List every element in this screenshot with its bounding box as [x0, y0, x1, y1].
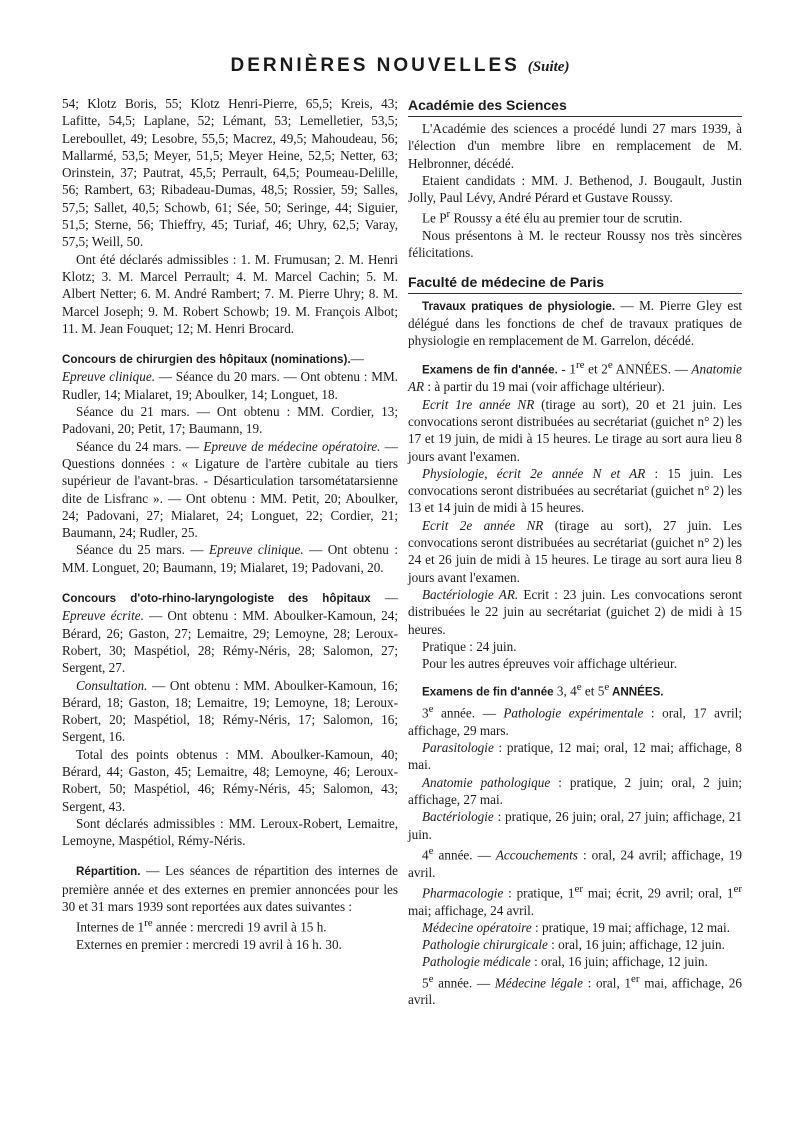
repartition-paragraph: Répartition. — Les séances de répartition des internes de première année et des externes en premier annoncées pour les 30 et 31 mars 1939 sont reportées aux dates suivantes :	[62, 863, 398, 915]
pathologie-chirurgicale-paragraph: Pathologie chirurgicale : oral, 16 juin; affichage, 12 juin.	[422, 937, 725, 953]
pratique-paragraph: Pratique : 24 juin.	[422, 638, 517, 654]
anatomie-pathologique-paragraph: Anatomie pathologique : pratique, 2 juin; oral, 2 juin; affichage, 27 mai.	[408, 774, 743, 807]
ecrit-2e-annee-paragraph: Ecrit 2e année NR (tirage au sort), 27 juin. Les convocations seront distribuées au secrétariat (guichet n° 2) les 24 et 26 juin de midi à 15 heures. Le tirage au sort aura lieu 8 jours avant l'examen.	[408, 517, 742, 585]
3e-annee-paragraph: 3e année. — Pathologie expérimentale : oral, 17 avril; affichage, 29 mars.	[408, 703, 742, 738]
repartition-internes: Internes de 1re année : mercredi 19 avril à 15 h.	[76, 917, 327, 935]
chirurgien-paragraph-3: Séance du 24 mars. — Epreuve de médecine opératoire. — Questions données : « Ligature de l'artère cubitale au tiers supérieur de l'avant-bras. - Désarticulation tarsométatarsienne dite de Lisfranc ». — Ont obtenu : MM. Petit, 20; Aboulker, 24; Padovani, 27; Mialaret, 24; Longuet, 22; Cordier, 21; Baumann, 24; Rudler, 25.	[62, 438, 398, 541]
results-list: 54; Klotz Boris, 55; Klotz Henri-Pierre, 65,5; Kreis, 43; Lafitte, 54,5; Laplane, 52; Lémant, 53; Lemelletier, 53,5; Lereboullet, 49; Lesobre, 55,5; Macrez, 49,5; Mahoudeau, 56; Mallarmé, 53,5; Meyer, 51,5; Meyer Heine, 52,5; Netter, 63; Orinstein, 37; Pautrat, 45,5; Perrault, 64,5; Poumeau-Delille, 56; Rambert, 63; Ribadeau-Dumas, 48,5; Rossier, 59; Salles, 57,5; Sallet, 40,5; Schowb, 61; Sée, 50; Seringe, 44; Siguier, 51,5; Sterne, 56; Thieffry, 45; Turiaf, 46; Uhry, 62,5; Varay, 57,5; Weill, 50.	[62, 96, 398, 250]
pathologie-medicale-paragraph: Pathologie médicale : oral, 16 juin; affichage, 12 juin.	[422, 954, 708, 970]
parasitologie-paragraph: Parasitologie : pratique, 12 mai; oral, 12 mai; affichage, 8 mai.	[408, 740, 742, 773]
physiologie-paragraph: Physiologie, écrit 2e année N et AR : 15 juin. Les convocations seront distribuées au secrétariat (guichet n° 2) les 13 et 14 juin de midi à 15 heures.	[408, 465, 742, 516]
page-title-suite: (Suite)	[527, 59, 570, 75]
oto-heading: Concours d'oto-rhino-laryngologiste des hôpitaux	[62, 592, 371, 606]
right-column	[408, 95, 742, 1009]
oto-paragraph-2: Consultation. — Ont obtenu : MM. Aboulker-Kamoun, 16; Bérard, 18; Gaston, 18; Lemaitre, 19; Lemoyne, 18; Leroux-Robert, 20; Maspétiol, 18; Rémy-Néris, 17; Salomon, 16; Sergent, 16.	[62, 677, 398, 745]
4e-annee-paragraph: 4e année. — Accouchements : oral, 24 avril; affichage, 19 avril.	[408, 844, 742, 880]
examens-3-4-5-heading-paragraph: Examens de fin d'année 3, 4e et 5e ANNÉES.	[422, 681, 664, 699]
examens-3-4-5-heading: Examens de fin d'année	[422, 685, 554, 699]
chirurgien-paragraph-2: Séance du 21 mars. — Ont obtenu : MM. Cordier, 13; Padovani, 20; Petit, 17; Baumann, 19.	[62, 404, 398, 437]
repartition-externes: Externes en premier : mercredi 19 avril à 16 h. 30.	[76, 937, 342, 953]
academie-paragraph-4: Nous présentons à M. le recteur Roussy nos très sincères félicitations.	[408, 228, 742, 261]
oto-paragraph-1: Concours d'oto-rhino-laryngologiste des hôpitaux — Epreuve écrite. — Ont obtenu : MM. Aboulker-Kamoun, 24; Bérard, 26; Gaston, 27; Lemaitre, 29; Lemoyne, 28; Leroux-Robert, 30; Maspétiol, 28; Rémy-Néris, 28; Salomon, 27; Sergent, 27.	[62, 590, 399, 676]
page-header	[0, 55, 800, 77]
page-title: DERNIÈRES NOUVELLES	[230, 55, 520, 76]
academie-paragraph-2: Etaient candidats : MM. J. Bethenod, J. Bougault, Justin Jolly, Paul Lévy, André Pérard et Gustave Roussy.	[408, 172, 742, 206]
academie-heading: Académie des Sciences	[408, 95, 742, 117]
repartition-heading: Répartition.	[76, 865, 141, 879]
travaux-pratiques-paragraph: Travaux pratiques de physiologie. — M. Pierre Gley est délégué dans les fonctions de chef de travaux pratiques de physiologie en remplacement de M. Garrelon, décédé.	[408, 297, 743, 349]
ecrit-1re-annee-paragraph: Ecrit 1re année NR (tirage au sort), 20 et 21 juin. Les convocations seront distribuées au secrétariat (guichet n° 2) les 17 et 19 juin, de midi à 15 heures. Le tirage au sort aura lieu 8 jours avant l'examen.	[408, 396, 742, 464]
chirurgien-heading: Concours de chirurgien des hôpitaux (nominations).	[62, 353, 351, 367]
admissibles-paragraph: Ont été déclarés admissibles : 1. M. Frumusan; 2. M. Henri Klotz; 3. M. Marcel Perrault; 4. M. Marcel Cachin; 5. M. Albert Netter; 6. M. André Rambert; 7. M. Pierre Uhry; 8. M. Marcel Joseph; 9. M. Robert Schowb; 19. M. François Albot; 11. M. Jean Fouquet; 12; M. Henri Brocard.	[62, 251, 398, 336]
bacteriologie-ar-paragraph: Bactériologie AR. Ecrit : 23 juin. Les convocations seront distribuées le 22 juin au secrétariat (guichet 2) de midi à 15 heures.	[408, 586, 742, 637]
examens-heading: Examens de fin d'année.	[422, 363, 558, 377]
academie-paragraph-3: Le $P^r$ Roussy a été élu au premier tour de scrutin.	[422, 208, 683, 226]
autres-epreuves-paragraph: Pour les autres épreuves voir affichage ultérieur.	[422, 656, 677, 672]
chirurgien-paragraph-4: Séance du 25 mars. — Epreuve clinique. — Ont obtenu : MM. Longuet, 20; Baumann, 19; Mialaret, 19; Padovani, 20.	[62, 542, 398, 575]
5e-annee-paragraph: 5e année. — Médecine légale : oral, 1er mai, affichage, 26 avril.	[408, 972, 742, 1008]
oto-paragraph-4: Sont déclarés admissibles : MM. Leroux-Robert, Lemaitre, Lemoyne, Maspétiol, Rémy-Néris.	[62, 815, 398, 849]
medecine-operatoire-paragraph: Médecine opératoire : pratique, 19 mai; affichage, 12 mai.	[422, 919, 730, 935]
examens-paragraph: Examens de fin d'année. - 1re et 2e ANNÉES. — Anatomie AR : à partir du 19 mai (voir affichage ultérieur).	[408, 358, 742, 395]
pharmacologie-paragraph: Pharmacologie : pratique, 1er mai; écrit, 29 avril; oral, 1er mai; affichage, 24 avril.	[408, 882, 742, 918]
bacteriologie-paragraph: Bactériologie : pratique, 26 juin; oral, 27 juin; affichage, 21 juin.	[408, 809, 742, 842]
travaux-pratiques-heading: Travaux pratiques de physiologie.	[422, 299, 616, 313]
left-column	[62, 95, 398, 953]
academie-paragraph-1: L'Académie des sciences a procédé lundi 27 mars 1939, à l'élection d'un membre libre en remplacement de M. Helbronner, décédé.	[408, 121, 742, 171]
oto-paragraph-3: Total des points obtenus : MM. Aboulker-Kamoun, 40; Bérard, 44; Gaston, 45; Lemaitre, 48; Lemoyne, 46; Leroux-Robert, 50; Maspétiol, 46; Rémy-Néris, 45; Salomon, 43; Sergent, 43.	[62, 746, 398, 814]
chirurgien-paragraph-1: Concours de chirurgien des hôpitaux (nominations).— Epreuve clinique. — Séance du 20 mars. — Ont obtenu : MM. Rudler, 14; Mialaret, 19; Aboulker, 14; Longuet, 18.	[62, 351, 398, 402]
faculte-heading: Faculté de médecine de Paris	[408, 272, 742, 294]
